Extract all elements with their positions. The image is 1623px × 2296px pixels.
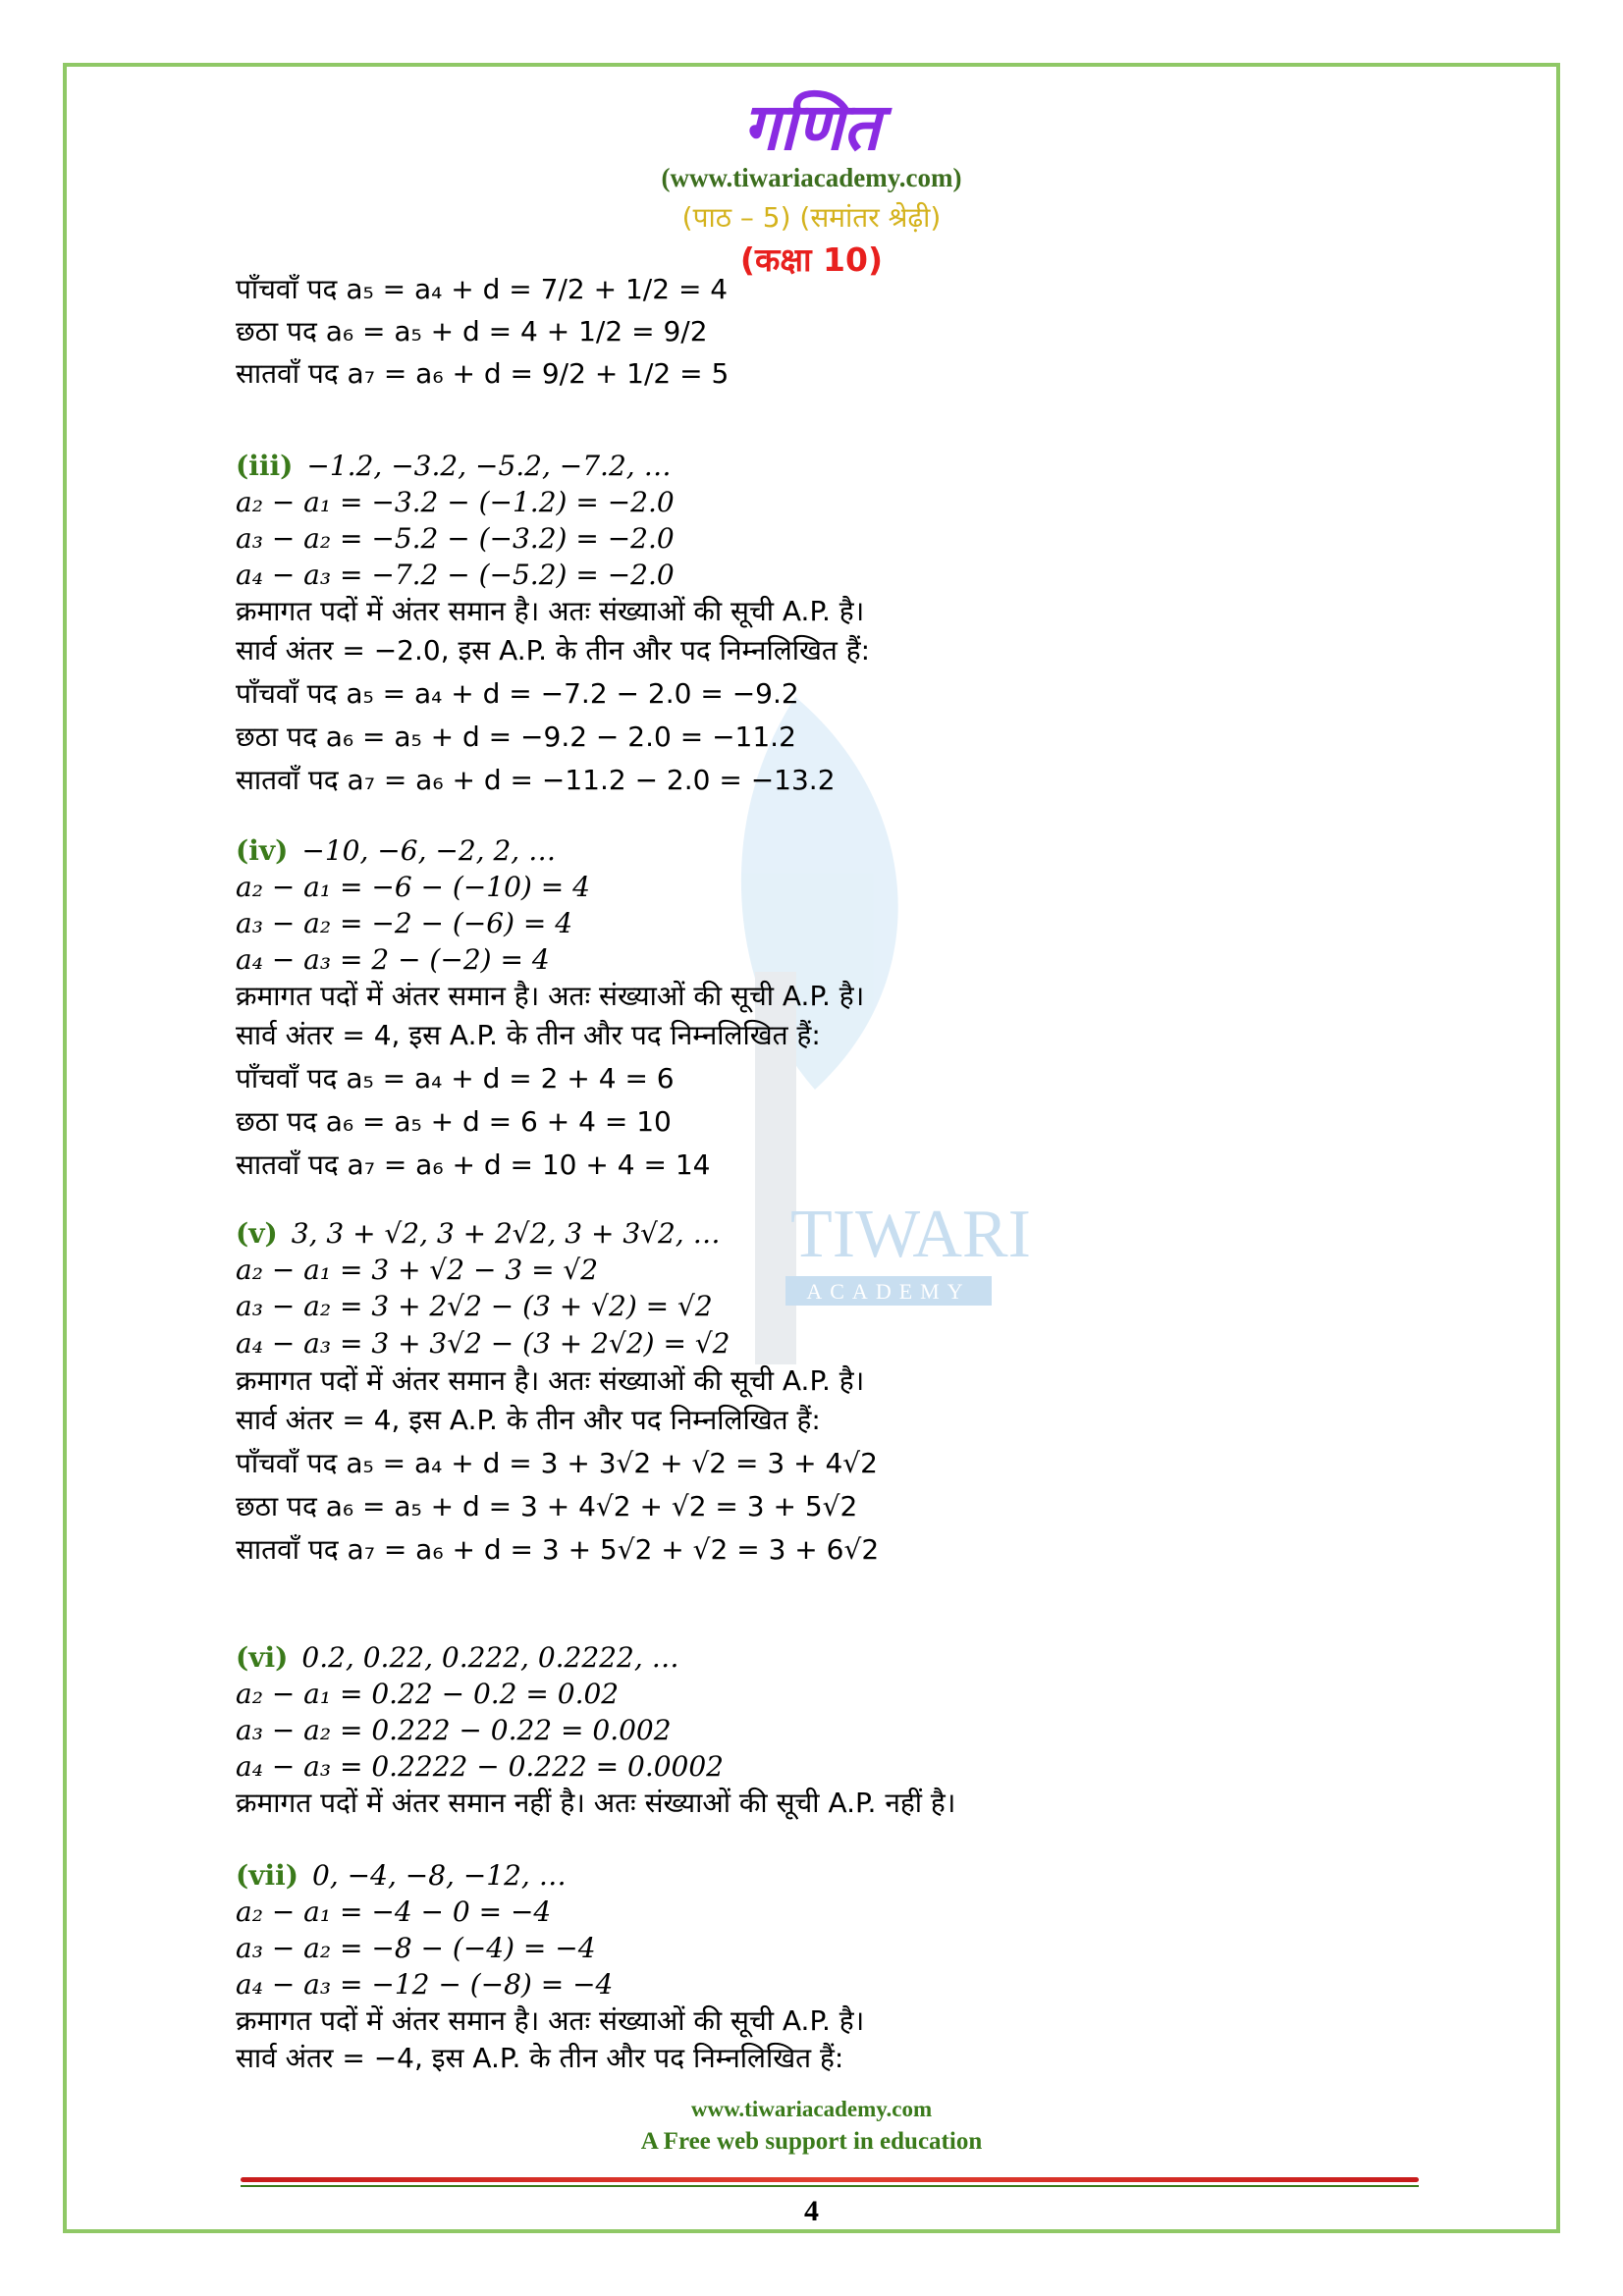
- line-text: 3, 3 + √2, 3 + 2√2, 3 + 3√2, …: [291, 1217, 721, 1250]
- line-text: a₂ − a₁ = −3.2 − (−1.2) = −2.0: [236, 486, 675, 518]
- line-text: a₃ − a₂ = 3 + 2√2 − (3 + √2) = √2: [236, 1290, 713, 1322]
- solution-line: [236, 1019, 821, 1052]
- solution-line: [236, 721, 796, 754]
- line-text: a₄ − a₃ = 0.2222 − 0.222 = 0.0002: [236, 1750, 724, 1783]
- line-text: a₂ − a₁ = −4 − 0 = −4: [236, 1896, 552, 1928]
- line-text: क्रमागत पदों में अंतर समान है। अतः संख्याओं की सूची A.P. है।: [236, 1364, 865, 1397]
- solution-line: [236, 357, 729, 391]
- line-text: a₂ − a₁ = 3 + √2 − 3 = √2: [236, 1254, 599, 1286]
- solution-line: [236, 522, 675, 556]
- sub-question-line: [236, 1641, 679, 1675]
- line-text: −10, −6, −2, 2, …: [301, 834, 557, 867]
- line-text: a₄ − a₃ = 3 + 3√2 − (3 + 2√2) = √2: [236, 1327, 730, 1360]
- line-text: a₃ − a₂ = −2 − (−6) = 4: [236, 907, 573, 939]
- line-text: क्रमागत पदों में अंतर समान है। अतः संख्याओं की सूची A.P. है।: [236, 980, 865, 1012]
- line-text: सार्व अंतर = 4, इस A.P. के तीन और पद निम्नलिखित हैं:: [236, 1404, 821, 1436]
- solution-line: [236, 1062, 675, 1095]
- solution-line: [236, 2042, 843, 2075]
- header-website: (www.tiwariacademy.com): [661, 163, 962, 192]
- line-text: छठा पद a₆ = a₅ + d = 3 + 4√2 + √2 = 3 + 5√2: [236, 1490, 858, 1522]
- line-text: −1.2, −3.2, −5.2, −7.2, …: [306, 450, 672, 482]
- line-text: पाँचवाँ पद a₅ = a₄ + d = −7.2 − 2.0 = −9.2: [236, 677, 799, 710]
- solution-line: [236, 559, 675, 592]
- footer-url: www.tiwariacademy.com: [690, 2097, 933, 2121]
- footer-tagline: A Free web support in education: [640, 2128, 983, 2155]
- footer-divider-thin: [241, 2185, 1419, 2187]
- line-text: पाँचवाँ पद a₅ = a₄ + d = 3 + 3√2 + √2 = 3 + 4√2: [236, 1447, 878, 1479]
- solution-line: [236, 1447, 878, 1480]
- line-text: सातवाँ पद a₇ = a₆ + d = 10 + 4 = 14: [236, 1148, 711, 1181]
- sub-question-line: [236, 1859, 567, 1893]
- line-text: a₃ − a₂ = 0.222 − 0.22 = 0.002: [236, 1714, 672, 1746]
- sub-question-label: (v): [236, 1217, 278, 1250]
- solution-line: [236, 1678, 619, 1711]
- solution-line: [236, 1404, 821, 1437]
- class-label: (कक्षा 10): [739, 240, 884, 279]
- solution-line: [236, 1290, 713, 1323]
- line-text: 0, −4, −8, −12, …: [312, 1859, 567, 1892]
- page-number: 4: [804, 2195, 819, 2227]
- line-text: क्रमागत पदों में अंतर समान नहीं है। अतः संख्याओं की सूची A.P. नहीं है।: [236, 1787, 956, 1819]
- solution-line: [236, 273, 728, 306]
- line-text: a₃ − a₂ = −8 − (−4) = −4: [236, 1932, 596, 1964]
- solution-line: [236, 1327, 730, 1361]
- line-text: छठा पद a₆ = a₅ + d = −9.2 − 2.0 = −11.2: [236, 721, 796, 753]
- watermark-text-main: TIWARI: [790, 1197, 1031, 1272]
- solution-line: [236, 980, 864, 1013]
- line-text: छठा पद a₆ = a₅ + d = 6 + 4 = 10: [236, 1105, 672, 1138]
- solution-line: [236, 1932, 596, 1965]
- line-text: सार्व अंतर = −2.0, इस A.P. के तीन और पद निम्नलिखित हैं:: [236, 634, 871, 667]
- solution-line: [236, 1787, 955, 1820]
- sub-question-line: [236, 1217, 721, 1251]
- solution-line: [236, 764, 836, 797]
- solution-line: [236, 634, 870, 667]
- solution-line: [236, 1148, 710, 1182]
- line-text: छठा पद a₆ = a₅ + d = 4 + 1/2 = 9/2: [236, 315, 708, 347]
- chapter-label: (पाठ – 5) (समांतर श्रेढ़ी): [681, 201, 942, 234]
- line-text: पाँचवाँ पद a₅ = a₄ + d = 7/2 + 1/2 = 4: [236, 273, 729, 305]
- line-text: a₂ − a₁ = −6 − (−10) = 4: [236, 871, 590, 903]
- solution-line: [236, 1968, 613, 2002]
- solution-line: [236, 486, 675, 519]
- line-text: a₄ − a₃ = 2 − (−2) = 4: [236, 943, 550, 976]
- sub-question-label: (vii): [236, 1859, 299, 1892]
- solution-line: [236, 871, 590, 904]
- line-text: सार्व अंतर = −4, इस A.P. के तीन और पद निम्नलिखित हैं:: [236, 2042, 844, 2074]
- line-text: सार्व अंतर = 4, इस A.P. के तीन और पद निम्नलिखित हैं:: [236, 1019, 821, 1051]
- line-text: a₂ − a₁ = 0.22 − 0.2 = 0.02: [236, 1678, 620, 1710]
- line-text: पाँचवाँ पद a₅ = a₄ + d = 2 + 4 = 6: [236, 1062, 675, 1095]
- watermark-text-sub: ACADEMY: [806, 1279, 971, 1304]
- line-text: a₃ − a₂ = −5.2 − (−3.2) = −2.0: [236, 522, 675, 555]
- line-text: a₄ − a₃ = −12 − (−8) = −4: [236, 1968, 614, 2001]
- sub-question-label: (iii): [236, 450, 294, 482]
- solution-line: [236, 907, 572, 940]
- solution-line: [236, 1490, 857, 1523]
- solution-line: [236, 677, 799, 711]
- solution-line: [236, 1896, 551, 1929]
- sub-question-line: [236, 834, 556, 868]
- sub-question-label: (iv): [236, 834, 289, 867]
- page-title: गणित: [742, 89, 881, 165]
- line-text: सातवाँ पद a₇ = a₆ + d = −11.2 − 2.0 = −13.2: [236, 764, 836, 796]
- solution-line: [236, 2004, 864, 2038]
- solution-line: [236, 943, 550, 977]
- solution-line: [236, 1105, 672, 1139]
- line-text: 0.2, 0.22, 0.222, 0.2222, …: [301, 1641, 679, 1674]
- solution-line: [236, 1714, 672, 1747]
- line-text: सातवाँ पद a₇ = a₆ + d = 9/2 + 1/2 = 5: [236, 357, 730, 390]
- line-text: क्रमागत पदों में अंतर समान है। अतः संख्याओं की सूची A.P. है।: [236, 595, 865, 627]
- footer-divider: [241, 2177, 1419, 2182]
- solution-line: [236, 1750, 724, 1784]
- sub-question-label: (vi): [236, 1641, 289, 1674]
- solution-line: [236, 595, 864, 628]
- solution-line: [236, 1254, 598, 1287]
- line-text: a₄ − a₃ = −7.2 − (−5.2) = −2.0: [236, 559, 675, 591]
- solution-line: [236, 315, 708, 348]
- sub-question-line: [236, 450, 672, 483]
- solution-line: [236, 1364, 864, 1398]
- line-text: क्रमागत पदों में अंतर समान है। अतः संख्याओं की सूची A.P. है।: [236, 2004, 865, 2037]
- line-text: सातवाँ पद a₇ = a₆ + d = 3 + 5√2 + √2 = 3 + 6√2: [236, 1533, 880, 1566]
- solution-line: [236, 1533, 879, 1567]
